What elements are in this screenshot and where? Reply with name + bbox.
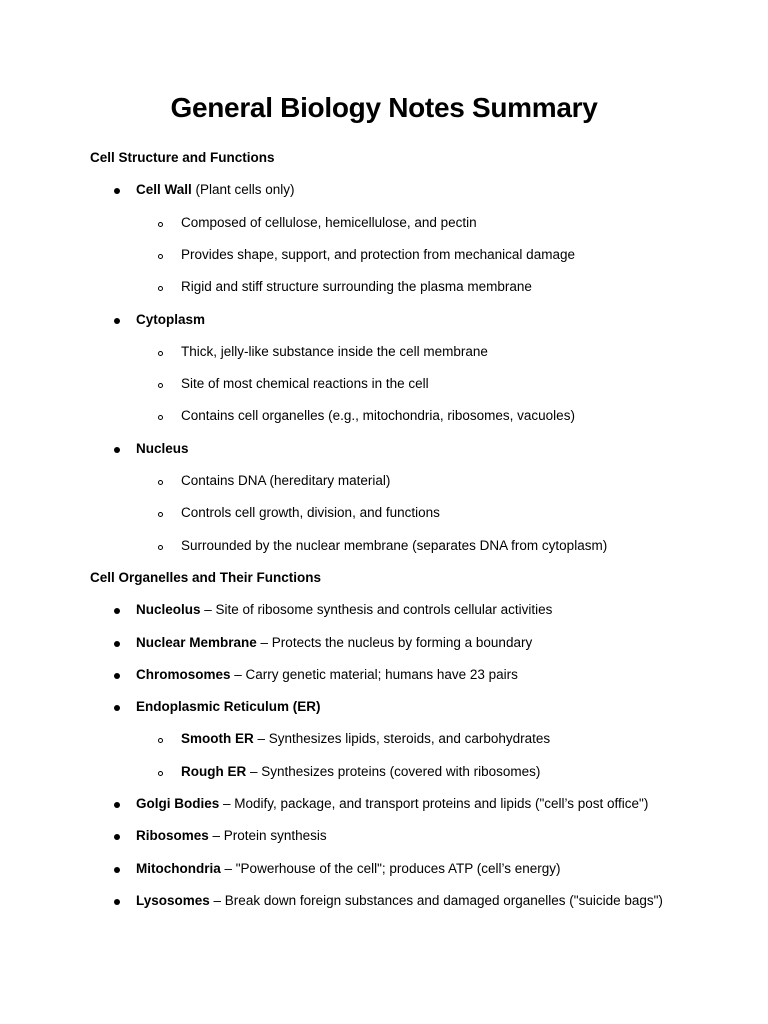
bullet-icon xyxy=(114,705,120,711)
sub-list-item xyxy=(181,764,540,779)
item-text: – Protects the nucleus by forming a boundary xyxy=(256,634,533,650)
item-label: Chromosomes xyxy=(136,666,231,682)
list-item xyxy=(136,893,663,908)
item-text: – "Powerhouse of the cell"; produces ATP (cell’s energy) xyxy=(220,860,561,876)
item-label: Cell Wall xyxy=(136,182,192,198)
item-label: Mitochondria xyxy=(136,860,221,876)
bullet-icon xyxy=(114,899,120,905)
bullet-icon xyxy=(114,834,120,840)
sub-list-item xyxy=(181,279,532,294)
item-text: Thick, jelly-like substance inside the cell membrane xyxy=(181,343,488,359)
sub-list-item xyxy=(181,505,440,520)
sub-list-item xyxy=(181,731,550,746)
item-text: – Protein synthesis xyxy=(208,828,327,844)
sub-bullet-icon xyxy=(158,545,163,550)
list-item xyxy=(136,861,561,876)
item-text: – Break down foreign substances and damaged organelles ("suicide bags") xyxy=(209,892,663,908)
item-text: – Synthesizes proteins (covered with ribosomes) xyxy=(246,763,541,779)
sub-bullet-icon xyxy=(158,512,163,517)
item-label: Nucleolus xyxy=(136,602,201,618)
list-item xyxy=(136,312,205,327)
item-label: Nuclear Membrane xyxy=(136,634,257,650)
bullet-icon xyxy=(114,802,120,808)
item-text: – Modify, package, and transport proteins and lipids ("cell’s post office") xyxy=(219,796,649,811)
sub-bullet-icon xyxy=(158,254,163,259)
sub-bullet-icon xyxy=(158,222,163,227)
item-label: Cytoplasm xyxy=(136,311,206,327)
sub-list-item xyxy=(181,473,390,488)
list-item xyxy=(136,667,518,682)
item-text: Provides shape, support, and protection from mechanical damage xyxy=(181,246,575,262)
item-label: Endoplasmic Reticulum (ER) xyxy=(136,699,321,715)
sub-list-item xyxy=(181,408,575,423)
list-item xyxy=(136,796,648,811)
item-label: Golgi Bodies xyxy=(136,796,220,811)
item-text: Controls cell growth, division, and functions xyxy=(181,505,440,521)
list-item xyxy=(136,602,552,617)
sub-bullet-icon xyxy=(158,286,163,291)
sub-list-item xyxy=(181,376,429,391)
section-heading: Cell Organelles and Their Functions xyxy=(90,569,322,585)
bullet-icon xyxy=(114,867,120,873)
sub-bullet-icon xyxy=(158,383,163,388)
sub-bullet-icon xyxy=(158,480,163,485)
list-item xyxy=(136,182,295,197)
bullet-icon xyxy=(114,188,120,194)
item-label: Ribosomes xyxy=(136,828,209,844)
item-label: Rough ER xyxy=(181,763,247,779)
item-text: Rigid and stiff structure surrounding the plasma membrane xyxy=(181,279,532,295)
list-item xyxy=(136,699,321,714)
item-label: Nucleus xyxy=(136,440,189,456)
sub-list-item xyxy=(181,215,477,230)
list-item xyxy=(136,441,189,456)
bullet-icon xyxy=(114,447,120,453)
sub-bullet-icon xyxy=(158,351,163,356)
bullet-icon xyxy=(114,608,120,614)
item-text: – Carry genetic material; humans have 23 pairs xyxy=(230,666,518,682)
item-text: Contains DNA (hereditary material) xyxy=(181,473,391,488)
item-text: (Plant cells only) xyxy=(191,182,295,198)
item-text: Surrounded by the nuclear membrane (separates DNA from cytoplasm) xyxy=(181,537,608,553)
item-label: Smooth ER xyxy=(181,731,254,747)
item-text: Composed of cellulose, hemicellulose, and pectin xyxy=(181,214,477,230)
sub-list-item xyxy=(181,538,607,553)
list-item xyxy=(136,828,327,843)
sub-bullet-icon xyxy=(158,771,163,776)
bullet-icon xyxy=(114,673,120,679)
sub-list-item xyxy=(181,344,488,359)
sub-bullet-icon xyxy=(158,415,163,420)
section-heading: Cell Structure and Functions xyxy=(90,150,275,165)
item-text: Site of most chemical reactions in the cell xyxy=(181,376,429,392)
sub-bullet-icon xyxy=(158,738,163,743)
list-item xyxy=(136,635,532,650)
sub-list-item xyxy=(181,247,575,262)
page-title: General Biology Notes Summary xyxy=(170,92,598,123)
bullet-icon xyxy=(114,318,120,324)
item-text: – Site of ribosome synthesis and controls cellular activities xyxy=(200,602,553,618)
bullet-icon xyxy=(114,641,120,647)
item-label: Lysosomes xyxy=(136,892,210,908)
item-text: Contains cell organelles (e.g., mitochondria, ribosomes, vacuoles) xyxy=(181,408,575,424)
item-text: – Synthesizes lipids, steroids, and carbohydrates xyxy=(253,731,551,747)
